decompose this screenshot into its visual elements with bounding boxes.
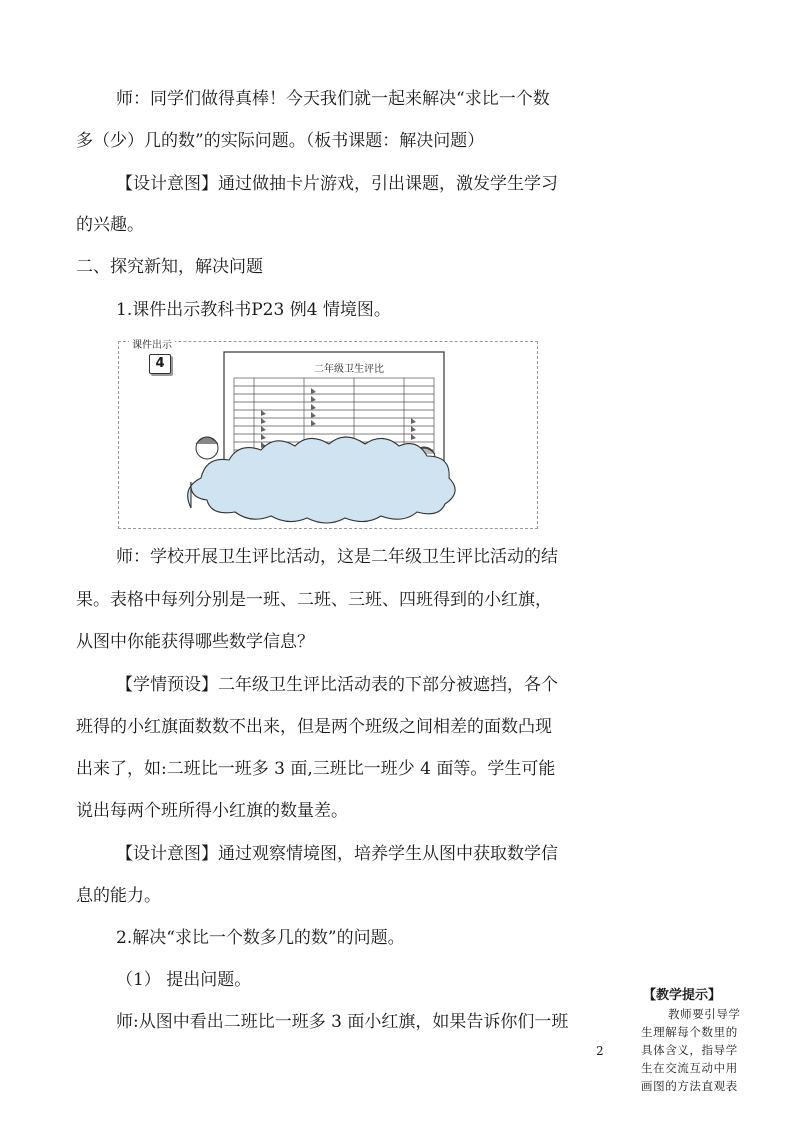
paragraph-line: 师:从图中看出二班比一班多 3 面小红旗，如果告诉你们一班 [116, 1012, 569, 1032]
paragraph-line: 多（少）几的数”的实际问题。（板书课题：解决问题） [76, 131, 485, 151]
courseware-label: 课件出示 [129, 336, 175, 351]
courseware-figure [118, 341, 538, 529]
tip-line: 教师要引导学 [668, 1007, 741, 1021]
tip-title: 【教学提示】 [643, 988, 722, 1003]
paragraph-line: 果。表格中每列分别是一班、二班、三班、四班得到的小红旗， [76, 590, 552, 610]
tip-line: 生在交流互动中用 [641, 1061, 738, 1075]
section-heading: 二、探究新知，解决问题 [76, 257, 263, 277]
learning-preset-line: 【学情预设】二年级卫生评比活动表的下部分被遮挡，各个 [116, 675, 558, 695]
page-number: 2 [596, 1044, 604, 1058]
paragraph-line: 师：同学们做得真棒！今天我们就一起来解决“求比一个数 [116, 89, 550, 109]
paragraph-line: 说出每两个班所得小红旗的数量差。 [76, 801, 348, 821]
teaching-tip-sidebar [641, 987, 759, 1095]
example-badge: 4 [149, 354, 171, 374]
paragraph-line: 班得的小红旗面数数不出来，但是两个班级之间相差的面数凸现 [76, 717, 552, 737]
paragraph-line: 出来了，如:二班比一班多 3 面,三班比一班少 4 面等。学生可能 [76, 759, 556, 779]
paragraph-line: 从图中你能获得哪些数学信息？ [76, 632, 314, 652]
scene-illustration [179, 348, 509, 528]
tip-line: 画图的方法直观表 [641, 1079, 738, 1093]
design-intent-line: 【设计意图】通过做抽卡片游戏，引出课题，激发学生学习 [116, 174, 558, 194]
design-intent-line: 【设计意图】通过观察情境图，培养学生从图中获取数学信 [116, 844, 558, 864]
list-item: 1.课件出示教科书P23 例4 情境图。 [116, 300, 391, 320]
paragraph-line: 息的能力。 [76, 886, 161, 906]
tip-line: 生理解每个数里的 [641, 1025, 738, 1039]
sub-list-item: （1） 提出问题。 [116, 970, 252, 990]
list-item: 2.解决“求比一个数多几的数”的问题。 [116, 928, 405, 948]
board-title: 二年级卫生评比 [314, 364, 384, 375]
paragraph-line: 师：学校开展卫生评比活动，这是二年级卫生评比活动的结 [116, 547, 558, 567]
tip-line: 具体含义，指导学 [641, 1043, 738, 1057]
paragraph-line: 的兴趣。 [76, 215, 144, 235]
